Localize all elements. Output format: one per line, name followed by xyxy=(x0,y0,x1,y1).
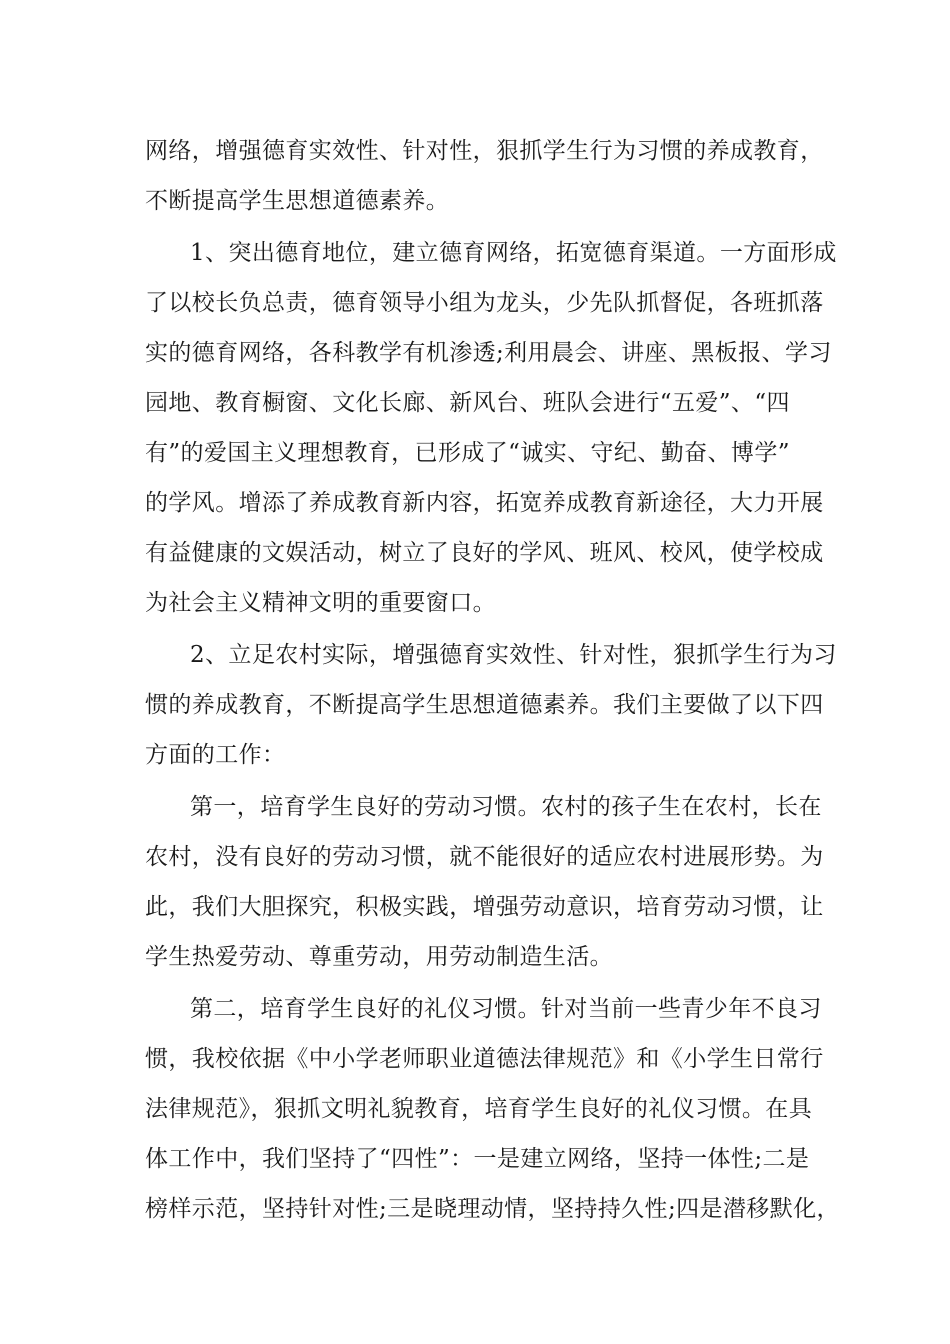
text-line: 实的德育网络，各科教学有机渗透;利用晨会、讲座、黑板报、学习 xyxy=(145,340,832,366)
text-line: 的学风。增添了养成教育新内容，拓宽养成教育新途径，大力开展 xyxy=(145,490,824,516)
text-line: 学生热爱劳动、尊重劳动，用劳动制造生活。 xyxy=(145,944,613,970)
text-line: 方面的工作： xyxy=(145,742,286,768)
paragraph-1-start: 1、突出德育地位，建立德育网络，拓宽德育渠道。一方面形成 xyxy=(190,240,837,266)
text-line: 园地、教育橱窗、文化长廊、新风台、班队会进行“五爱”、“四 xyxy=(145,390,790,416)
paragraph-2-start: 2、立足农村实际，增强德育实效性、针对性，狠抓学生行为习 xyxy=(190,642,837,668)
text-line: 为社会主义精神文明的重要窗口。 xyxy=(145,590,496,616)
text-line: 不断提高学生思想道德素养。 xyxy=(145,188,450,214)
text-line: 法律规范》，狠抓文明礼貌教育，培育学生良好的礼仪习惯。在具 xyxy=(145,1096,813,1122)
text-line: 体工作中，我们坚持了“四性”：一是建立网络，坚持一体性;二是 xyxy=(145,1146,810,1172)
text-line: 有益健康的文娱活动，树立了良好的学风、班风、校风，使学校成 xyxy=(145,540,824,566)
text-line: 有”的爱国主义理想教育，已形成了“诚实、守纪、勤奋、博学” xyxy=(145,440,790,466)
text-line: 惯，我校依据《中小学老师职业道德法律规范》和《小学生日常行 xyxy=(145,1046,824,1072)
text-line: 榜样示范，坚持针对性;三是晓理动情，坚持持久性;四是潜移默化， xyxy=(145,1196,840,1222)
text-line: 惯的养成教育，不断提高学生思想道德素养。我们主要做了以下四 xyxy=(145,692,824,718)
text-line: 网络，增强德育实效性、针对性，狠抓学生行为习惯的养成教育， xyxy=(145,138,824,164)
text-line: 农村，没有良好的劳动习惯，就不能很好的适应农村进展形势。为 xyxy=(145,844,824,870)
text-line: 此，我们大胆探究，积极实践，增强劳动意识，培育劳动习惯，让 xyxy=(145,894,824,920)
paragraph-4-start: 第二，培育学生良好的礼仪习惯。针对当前一些青少年不良习 xyxy=(190,996,822,1022)
text-line: 了以校长负总责，德育领导小组为龙头，少先队抓督促，各班抓落 xyxy=(145,290,824,316)
paragraph-3-start: 第一，培育学生良好的劳动习惯。农村的孩子生在农村，长在 xyxy=(190,794,822,820)
